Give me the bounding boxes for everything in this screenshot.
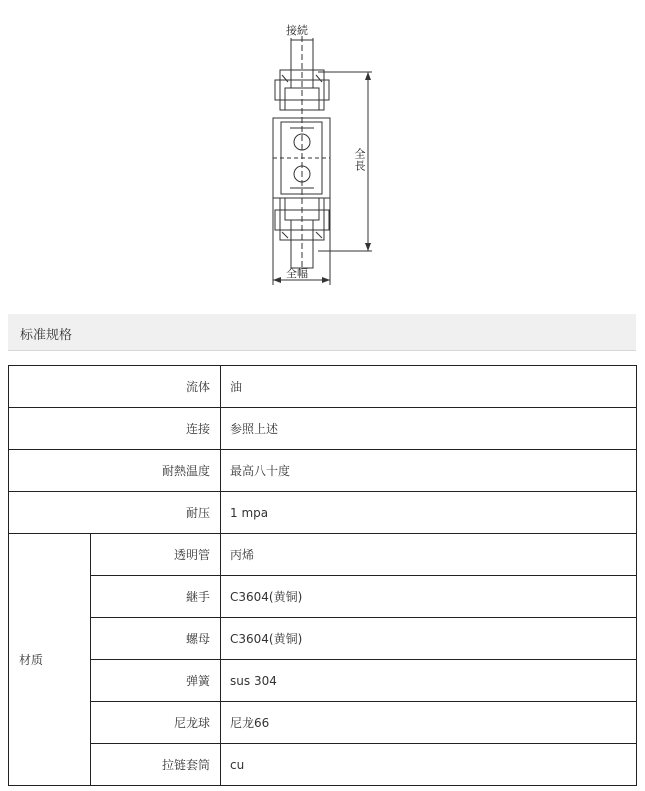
spec-value: 油 xyxy=(221,366,637,408)
spec-label: 弹簧 xyxy=(91,660,221,702)
spec-label: 流体 xyxy=(9,366,221,408)
spec-label: 拉链套筒 xyxy=(91,744,221,786)
sight-glass-drawing xyxy=(0,0,645,300)
overall-length-label: 全長 xyxy=(353,148,366,172)
spec-value: 最高八十度 xyxy=(221,450,637,492)
spec-label: 継手 xyxy=(91,576,221,618)
table-row xyxy=(9,744,637,786)
table-row xyxy=(9,492,637,534)
connection-label: 接続 xyxy=(286,24,308,37)
overall-width-label: 全幅 xyxy=(286,267,308,280)
spec-value: 丙烯 xyxy=(221,534,637,576)
table-row xyxy=(9,534,637,576)
spec-label: 耐压 xyxy=(9,492,221,534)
spec-value: C3604(黄铜) xyxy=(221,576,637,618)
spec-table xyxy=(8,365,637,786)
table-row xyxy=(9,450,637,492)
table-row xyxy=(9,366,637,408)
material-group-label: 材质 xyxy=(9,534,91,786)
table-row xyxy=(9,702,637,744)
spec-label: 尼龙球 xyxy=(91,702,221,744)
spec-value: C3604(黄铜) xyxy=(221,618,637,660)
spec-label: 螺母 xyxy=(91,618,221,660)
spec-value: 参照上述 xyxy=(221,408,637,450)
spec-label: 耐熱温度 xyxy=(9,450,221,492)
table-row xyxy=(9,576,637,618)
spec-label: 透明管 xyxy=(91,534,221,576)
spec-value: 1 mpa xyxy=(221,492,637,534)
table-row xyxy=(9,408,637,450)
table-row xyxy=(9,618,637,660)
section-header xyxy=(8,314,636,351)
technical-drawing xyxy=(0,0,645,300)
spec-value: cu xyxy=(221,744,637,786)
table-row xyxy=(9,660,637,702)
spec-value: 尼龙66 xyxy=(221,702,637,744)
spec-value: sus 304 xyxy=(221,660,637,702)
section-title: 标准规格 xyxy=(20,328,73,343)
spec-label: 连接 xyxy=(9,408,221,450)
